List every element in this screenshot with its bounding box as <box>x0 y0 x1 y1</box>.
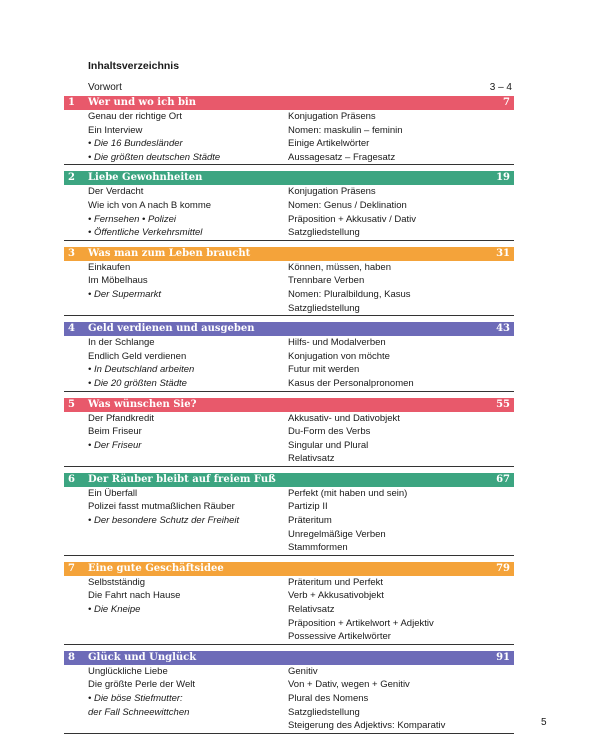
grammar-text: Akkusativ- und Dativobjekt <box>288 412 400 424</box>
toc-row <box>64 603 514 617</box>
vorwort-row <box>64 80 514 97</box>
topic-text: Wie ich von A nach B komme <box>88 199 212 211</box>
chapter-title: Wer und wo ich bin <box>88 97 197 108</box>
topic-text: • Die böse Stiefmutter: <box>88 693 183 704</box>
vorwort-label: Vorwort <box>88 82 122 93</box>
toc-row <box>64 137 514 151</box>
toc-row <box>64 302 514 316</box>
toc-row <box>64 185 514 199</box>
toc-row <box>64 692 514 706</box>
topic-text <box>64 528 288 542</box>
chapter-page: 67 <box>496 473 510 485</box>
chapter-title: Was wünschen Sie? <box>88 398 197 410</box>
chapter-header <box>64 651 514 665</box>
topic-text: • Der besondere Schutz der Freiheit <box>88 515 240 527</box>
topic-text <box>64 630 288 644</box>
chapter-title: Liebe Gewohnheiten <box>88 172 203 184</box>
toc-row <box>64 678 514 692</box>
toc-row <box>64 363 514 377</box>
toc-row <box>64 617 514 631</box>
chapter-number: 8 <box>68 651 75 663</box>
chapter-block <box>64 398 514 467</box>
grammar-text: Konjugation von möchte <box>288 350 390 362</box>
topic-text: Ein Interview <box>88 124 143 136</box>
grammar-text: Unregelmäßige Verben <box>288 528 386 540</box>
grammar-text: Aussagesatz – Fragesatz <box>288 151 396 163</box>
chapter-header <box>64 562 514 576</box>
grammar-text: Nomen: maskulin – feminin <box>288 124 403 136</box>
grammar-text: Relativsatz <box>288 604 335 616</box>
grammar-text: Satzgliedstellung <box>288 302 360 314</box>
chapter-page: 31 <box>496 247 510 259</box>
toc-row <box>64 110 514 124</box>
chapter-number: 5 <box>68 398 75 410</box>
chapter-block <box>64 473 514 556</box>
topic-text: Die Fahrt nach Hause <box>88 590 181 602</box>
toc-row <box>64 706 514 720</box>
grammar-text: Satzgliedstellung <box>288 706 360 718</box>
topic-text: Endlich Geld verdienen <box>88 350 187 362</box>
chapter-header <box>64 171 514 185</box>
topic-text: Genau der richtige Ort <box>88 111 182 122</box>
chapter-list <box>64 96 514 734</box>
toc-row <box>64 350 514 364</box>
toc-row <box>64 665 514 679</box>
grammar-text: Präteritum <box>288 515 332 527</box>
toc-row <box>64 541 514 555</box>
grammar-text: Präposition + Akkusativ / Dativ <box>288 213 417 225</box>
toc-row <box>64 487 514 501</box>
chapter-title: Was man zum Leben braucht <box>88 247 251 259</box>
topic-text <box>64 302 288 316</box>
toc-row <box>64 124 514 138</box>
chapter-rows <box>64 261 514 316</box>
grammar-text: Satzgliedstellung <box>288 227 360 239</box>
grammar-text: Stammformen <box>288 542 348 554</box>
topic-text: Unglückliche Liebe <box>88 665 168 677</box>
toc-row <box>64 377 514 391</box>
grammar-text: Präposition + Artikelwort + Adjektiv <box>288 617 434 629</box>
chapter-block <box>64 322 514 391</box>
chapter-rows <box>64 487 514 556</box>
toc-row <box>64 500 514 514</box>
chapter-number: 4 <box>68 323 75 335</box>
toc-row <box>64 425 514 439</box>
topic-text: • Der Supermarkt <box>88 288 162 300</box>
topic-text: • Die größten deutschen Städte <box>88 151 221 163</box>
vorwort-pages: 3 – 4 <box>489 82 512 93</box>
topic-text: Der Verdacht <box>88 186 144 198</box>
toc-row <box>64 412 514 426</box>
chapter-page: 55 <box>496 398 510 410</box>
toc-row <box>64 199 514 213</box>
grammar-text: Hilfs- und Modalverben <box>288 337 386 349</box>
topic-text: • In Deutschland arbeiten <box>88 364 195 376</box>
chapter-block <box>64 651 514 734</box>
chapter-rows <box>64 185 514 240</box>
page-number: 5 <box>541 717 547 728</box>
toc-row <box>64 151 514 165</box>
chapter-number: 3 <box>68 247 75 259</box>
chapter-rows <box>64 576 514 645</box>
chapter-number: 2 <box>68 172 75 184</box>
chapter-rows <box>64 110 514 165</box>
topic-text: • Fernsehen • Polizei <box>88 213 176 225</box>
topic-text: • Öffentliche Verkehrsmittel <box>88 227 203 239</box>
topic-text: • Die 20 größten Städte <box>88 377 187 389</box>
chapter-block <box>64 562 514 645</box>
grammar-text: Partizip II <box>288 501 328 513</box>
chapter-page: 7 <box>503 97 510 108</box>
grammar-text: Nomen: Pluralbildung, Kasus <box>288 288 411 300</box>
chapter-title: Der Räuber bleibt auf freiem Fuß <box>88 473 276 485</box>
topic-text <box>64 452 288 466</box>
grammar-text: Konjugation Präsens <box>288 111 376 122</box>
grammar-text: Possessive Artikelwörter <box>288 631 391 643</box>
topic-text <box>64 719 288 733</box>
toc-row <box>64 226 514 240</box>
chapter-header <box>64 398 514 412</box>
topic-text: Im Möbelhaus <box>88 275 148 287</box>
grammar-text: Futur mit werden <box>288 364 360 376</box>
toc-row <box>64 452 514 466</box>
topic-text: Der Pfandkredit <box>88 412 155 424</box>
chapter-block <box>64 96 514 165</box>
grammar-text: Präteritum und Perfekt <box>288 576 384 588</box>
chapter-header <box>64 96 514 110</box>
topic-text: • Die Kneipe <box>88 604 141 616</box>
page-title: Inhaltsverzeichnis <box>88 60 180 72</box>
chapter-number: 1 <box>68 97 75 108</box>
chapter-page: 19 <box>496 172 510 184</box>
grammar-text: Verb + Akkusativobjekt <box>288 590 384 602</box>
toc-row <box>64 288 514 302</box>
grammar-text: Plural des Nomens <box>288 693 369 704</box>
chapter-number: 6 <box>68 473 75 485</box>
topic-text: Einkaufen <box>88 261 131 273</box>
toc-row <box>64 576 514 590</box>
grammar-text: Kasus der Personalpronomen <box>288 377 414 389</box>
chapter-rows <box>64 665 514 734</box>
topic-text: Selbstständig <box>88 576 146 588</box>
grammar-text: Trennbare Verben <box>288 275 365 287</box>
topic-text: der Fall Schneewittchen <box>88 706 190 718</box>
topic-text: • Der Friseur <box>88 439 142 451</box>
grammar-text: Einige Artikelwörter <box>288 138 370 150</box>
chapter-header <box>64 473 514 487</box>
chapter-block <box>64 171 514 240</box>
chapter-page: 43 <box>496 323 510 335</box>
toc-row <box>64 719 514 733</box>
chapter-page: 79 <box>496 562 510 574</box>
grammar-text: Nomen: Genus / Deklination <box>288 199 407 211</box>
toc-row <box>64 528 514 542</box>
topic-text <box>64 541 288 555</box>
chapter-page: 91 <box>496 651 510 663</box>
chapter-block <box>64 247 514 316</box>
chapter-rows <box>64 336 514 391</box>
chapter-header <box>64 322 514 336</box>
chapter-title: Glück und Unglück <box>88 651 197 663</box>
grammar-text: Perfekt (mit haben und sein) <box>288 487 408 499</box>
chapter-title: Geld verdienen und ausgeben <box>88 323 255 335</box>
grammar-text: Relativsatz <box>288 453 335 465</box>
topic-text: • Die 16 Bundesländer <box>88 138 183 150</box>
grammar-text: Steigerung des Adjektivs: Komparativ <box>288 720 446 732</box>
grammar-text: Von + Dativ, wegen + Genitiv <box>288 679 410 691</box>
toc-row <box>64 261 514 275</box>
topic-text: Die größte Perle der Welt <box>88 679 196 691</box>
topic-text: Beim Friseur <box>88 426 142 438</box>
grammar-text: Du-Form des Verbs <box>288 426 371 438</box>
toc-row <box>64 274 514 288</box>
toc-row <box>64 213 514 227</box>
toc-row <box>64 514 514 528</box>
chapter-number: 7 <box>68 562 75 574</box>
topic-text: In der Schlange <box>88 337 155 349</box>
topic-text: Ein Überfall <box>88 487 138 499</box>
topic-text <box>64 617 288 631</box>
grammar-text: Singular und Plural <box>288 439 369 451</box>
toc-row <box>64 589 514 603</box>
grammar-text: Können, müssen, haben <box>288 261 391 273</box>
chapter-header <box>64 247 514 261</box>
grammar-text: Konjugation Präsens <box>288 186 376 198</box>
chapter-title: Eine gute Geschäftsidee <box>88 562 224 574</box>
chapter-rows <box>64 412 514 467</box>
toc-row <box>64 336 514 350</box>
topic-text: Polizei fasst mutmaßlichen Räuber <box>88 501 235 513</box>
toc-row <box>64 439 514 453</box>
toc-row <box>64 630 514 644</box>
grammar-text: Genitiv <box>288 665 318 677</box>
